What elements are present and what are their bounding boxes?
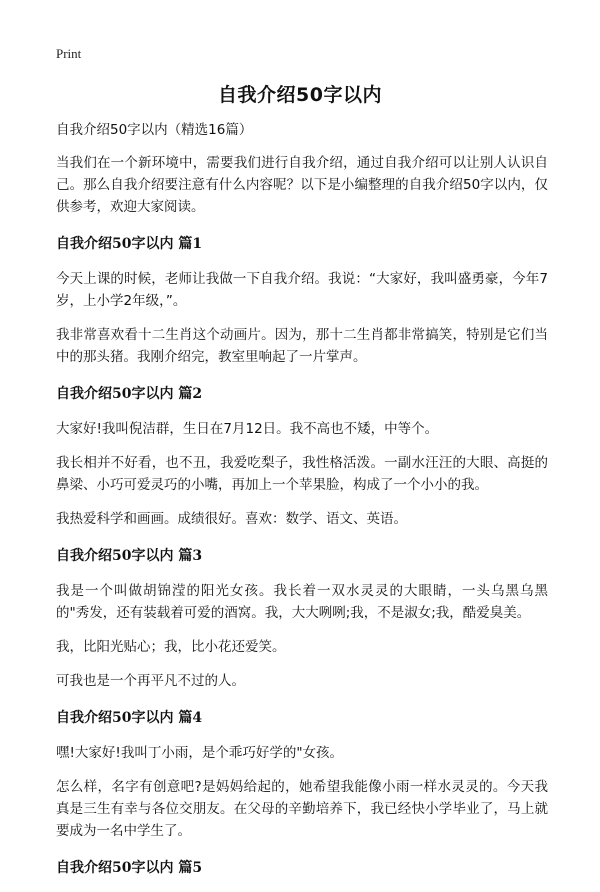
section-1-paragraph-1: 今天上课的时候，老师让我做一下自我介绍。我说：“大家好，我叫盛勇豪，今年7岁，上小学2年级，”。 [56, 271, 548, 309]
intro-paragraph: 当我们在一个新环境中，需要我们进行自我介绍，通过自我介绍可以让别人认识自己。那么自我介绍要注意有什么内容呢？以下是小编整理的自我介绍50字以内，仅供参考，欢迎大家阅读。 [56, 155, 548, 215]
document-title: 自我介绍50字以内 [218, 84, 382, 106]
section-2-paragraph-2: 我长相并不好看，也不丑，我爱吃梨子，我性格活泼。一副水汪汪的大眼、高挺的鼻梁、小巧可爱灵巧的小嘴，再加上一个苹果脸，构成了一个小小的我。 [56, 455, 548, 493]
section-2-paragraph-1: 大家好!我叫倪洁群，生日在7月12日。我不高也不矮，中等个。 [56, 421, 439, 437]
section-heading-5: 自我介绍50字以内 篇5 [56, 860, 203, 876]
document-subtitle: 自我介绍50字以内（精选16篇） [56, 122, 253, 138]
section-heading-4: 自我介绍50字以内 篇4 [56, 710, 203, 726]
section-2-paragraph-3: 我热爱科学和画画。成绩很好。喜欢：数学、语文、英语。 [56, 511, 407, 527]
print-link[interactable]: Print [56, 46, 82, 61]
section-3-paragraph-3: 可我也是一个再平凡不过的人。 [56, 673, 245, 689]
document-body [56, 120, 548, 892]
section-heading-2: 自我介绍50字以内 篇2 [56, 386, 203, 402]
section-1-paragraph-2: 我非常喜欢看十二生肖这个动画片。因为，那十二生肖都非常搞笑，特别是它们当中的那头猪。我刚介绍完，教室里响起了一片掌声。 [56, 327, 548, 365]
section-3-paragraph-1: 我是一个叫做胡锦滢的阳光女孩。我长着一双水灵灵的大眼睛，一头乌黑乌黑的"秀发，还有装载着可爱的酒窝。我，大大咧咧;我，不是淑女;我，酷爱臭美。 [56, 583, 548, 621]
section-heading-3: 自我介绍50字以内 篇3 [56, 548, 203, 564]
section-3-paragraph-2: 我，比阳光贴心；我，比小花还爱笑。 [56, 639, 286, 655]
section-heading-1: 自我介绍50字以内 篇1 [56, 236, 203, 252]
section-4-paragraph-1: 嘿!大家好!我叫丁小雨，是个乖巧好学的"女孩。 [56, 745, 344, 761]
section-4-paragraph-2: 怎么样，名字有创意吧?是妈妈给起的，她希望我能像小雨一样水灵灵的。今天我真是三生有幸与各位交朋友。在父母的辛勤培养下，我已经快小学毕业了，马上就要成为一名中学生了。 [56, 779, 548, 839]
